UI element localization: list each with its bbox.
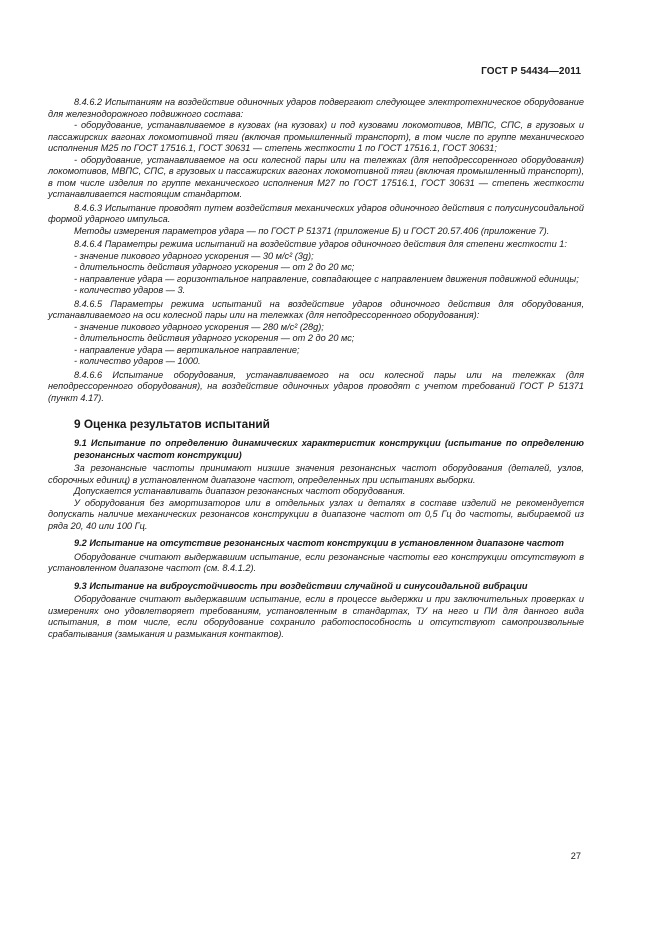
document-id-header: ГОСТ Р 54434—2011 [481,66,581,77]
paragraph-9-2: Оборудование считают выдержавшим испытание, если резонансные частоты его конструкции отсутствуют в установленном диапазоне частот (см. 8.4.1.2). [48,551,584,573]
section-9-title: 9 Оценка результатов испытаний [74,417,270,431]
paragraph-9-1-resonance: За резонансные частоты принимают низшие значения резонансных частот оборудования (деталей, узлов, сборочных единиц) в установленном диапазоне частот, определенных при испытаниях выборки. [48,463,584,485]
page-number: 27 [570,851,581,861]
list-item: - значение пикового ударного ускорения — 30 м/с² (3g); [74,250,314,261]
paragraph-8-4-6-5: 8.4.6.5 Параметры режима испытаний на воздействие ударов одиночного действия для оборудования, устанавливаемого на оси колесной пары или на тележках (для неподрессоренного оборудования): [48,298,584,320]
subsection-9-3-heading: 9.3 Испытание на виброустойчивость при воздействии случайной и синусоидальной вибрации [74,580,528,591]
list-item: - длительность действия ударного ускорения — от 2 до 20 мс; [74,262,355,272]
paragraph-9-1-range: Допускается устанавливать диапазон резонансных частот оборудования. [74,486,406,496]
paragraph-9-3: Оборудование считают выдержавшим испытание, если в процессе выдержки и при заключительных проверках и измерениях оно удовлетворяет требованиям, установленным в стандартах, ТУ на него и ПИ для данного вида испытания, в том числе, если оборудование сохранило работоспособность и отсутствуют самопроизвольные срабатывания (замыкания и размыкания контактов). [48,594,584,639]
paragraph-methods: Методы измерения параметров удара — по ГОСТ Р 51371 (приложение Б) и ГОСТ 20.57.406 (приложение 7). [74,225,550,236]
page-body [48,97,584,640]
paragraph-8-4-6-2: 8.4.6.2 Испытаниям на воздействие одиночных ударов подвергают следующее электротехническое оборудование для железнодорожного подвижного состава: [48,97,584,119]
subsection-9-2-heading: 9.2 Испытание на отсутствие резонансных частот конструкции в установленном диапазоне частот [74,538,564,548]
list-item: - длительность действия ударного ускорения — от 2 до 20 мс; [74,333,355,343]
paragraph-8-4-6-6: 8.4.6.6 Испытание оборудования, устанавливаемого на оси колесной пары или на тележках (для неподрессоренного оборудования), на воздействие одиночных ударов проводят с учетом требований ГОСТ Р 51371 (пункт 4.17). [48,369,584,403]
paragraph-9-1-recommendation: У оборудования без амортизаторов или в отдельных узлах и деталях в составе изделий не рекомендуется допускать наличие механических резонансов конструкции в диапазоне частот от 0,5 Гц до частоты, выбираемой из ряда 20, 40 или 100 Гц. [48,497,584,531]
paragraph-8-4-6-4: 8.4.6.4 Параметры режима испытаний на воздействие ударов одиночного действия для степени жесткости 1: [74,239,567,249]
list-item: - направление удара — горизонтальное направление, совпадающее с направлением движения подвижной единицы; [74,273,579,284]
list-item: - количество ударов — 3. [74,285,186,295]
list-item: - направление удара — вертикальное направление; [74,344,300,355]
list-item: - значение пикового ударного ускорения — 280 м/с² (28g); [74,321,324,332]
list-item: - количество ударов — 1000. [74,356,201,366]
list-item: - оборудование, устанавливаемое на оси колесной пары или на тележках (для неподрессоренного оборудования) локомотивов, МВПС, СПС, в грузовых и пассажирских вагонах локомотивной тяги (включая промышленный транспорт), в том числе изделия по группе механического исполнения М27 по ГОСТ 17516.1, ГОСТ 30631 — степень жесткости устанавливается настоящим стандартом. [48,154,584,199]
paragraph-8-4-6-3: 8.4.6.3 Испытание проводят путем воздействия механических ударов одиночного действия с полусинусоидальной формой ударного импульса. [48,202,584,224]
list-item: - оборудование, устанавливаемое в кузовах (на кузовах) и под кузовами локомотивов, МВПС, СПС, в грузовых и пассажирских вагонах локомотивной тяги (включая промышленный транспорт), в том числе по группе механического исполнения М25 по ГОСТ 17516.1, ГОСТ 30631 — степень жесткости 1 по ГОСТ 17516.1, ГОСТ 30631; [48,120,584,153]
subsection-9-1-heading: 9.1 Испытание по определению динамических характеристик конструкции (испытание по определению резонансных частот конструкции) [74,438,584,460]
